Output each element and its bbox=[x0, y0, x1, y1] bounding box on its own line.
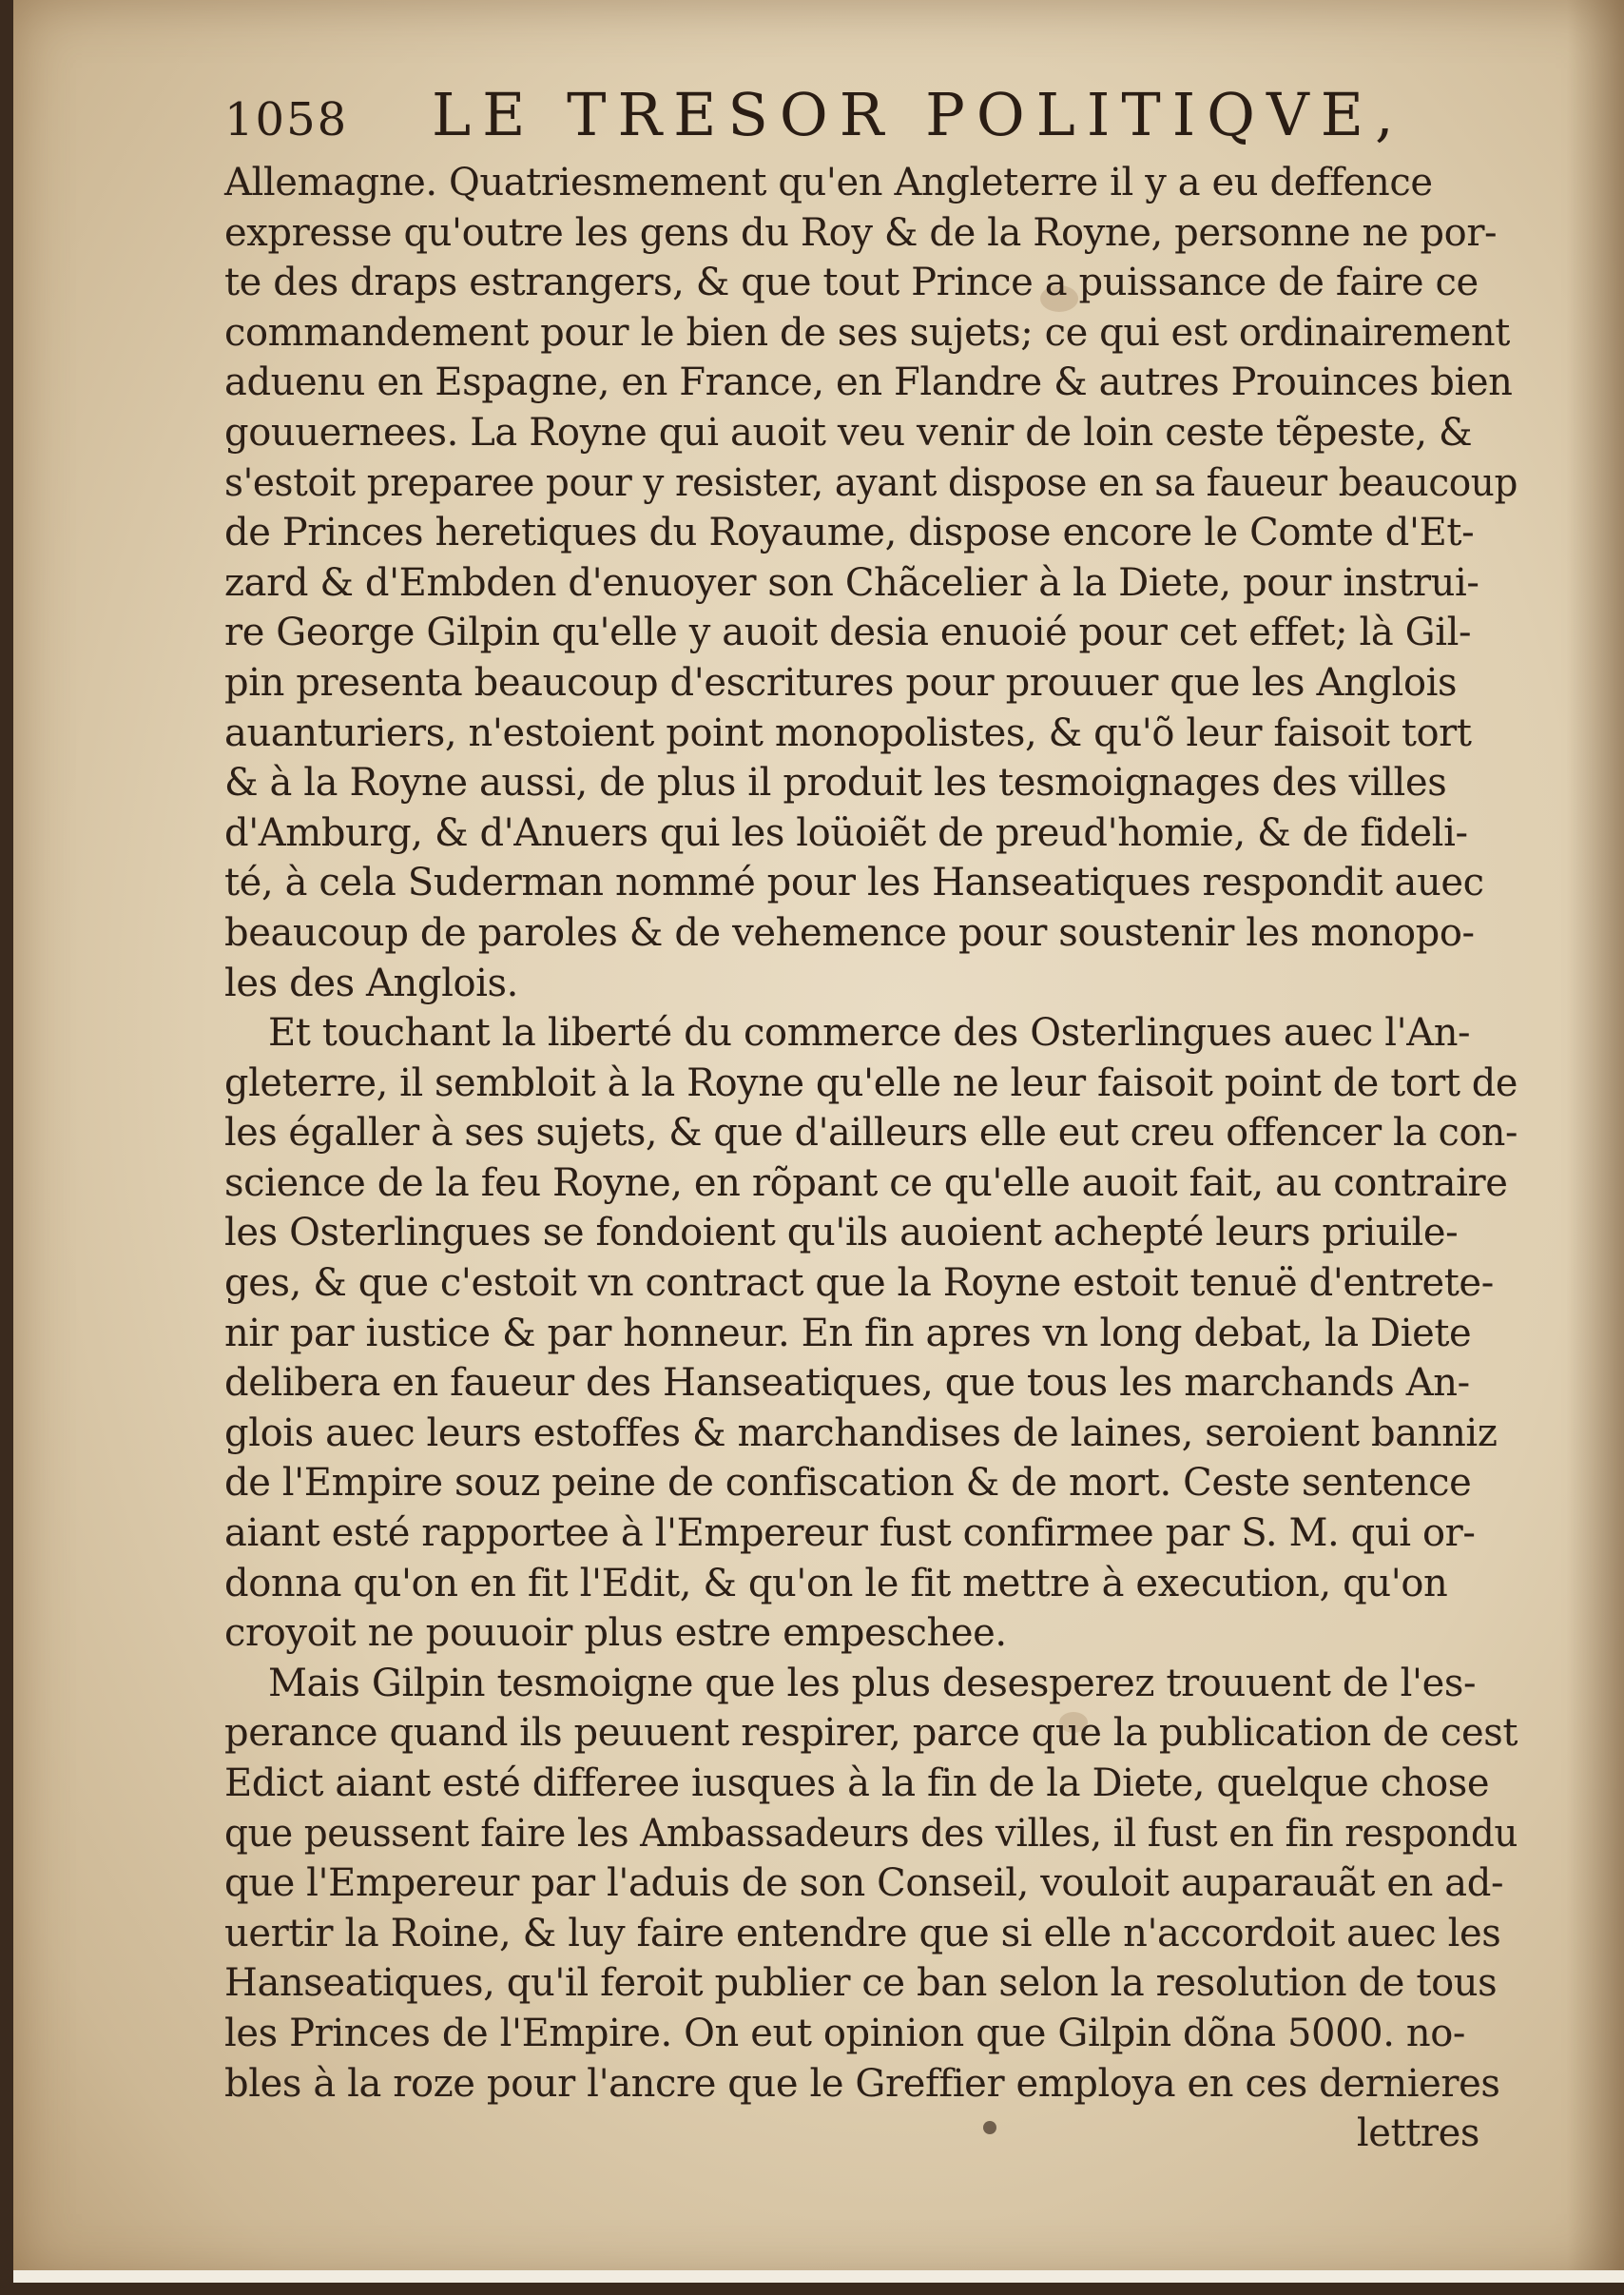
text-line: re George Gilpin qu'elle y auoit desia enuoié pour cet effet; là Gil- bbox=[224, 611, 1472, 655]
text-line: s'estoit preparee pour y resister, ayant dispose en sa faueur beaucoup bbox=[224, 460, 1518, 505]
paragraph-start-line: Mais Gilpin tesmoigne que les plus desesperez trouuent de l'es- bbox=[268, 1661, 1477, 1705]
text-line: les égaller à ses sujets, & que d'ailleurs elle eut creu offencer la con- bbox=[224, 1111, 1518, 1156]
catchword: lettres bbox=[1356, 2111, 1479, 2156]
gutter-shadow bbox=[1567, 0, 1624, 2283]
text-line: & à la Royne aussi, de plus il produit les tesmoignages des villes bbox=[224, 761, 1447, 806]
text-line: beaucoup de paroles & de vehemence pour soustenir les monopo- bbox=[224, 910, 1475, 955]
text-line: Hanseatiques, qu'il feroit publier ce ban selon la resolution de tous bbox=[224, 1961, 1498, 2006]
text-line: Edict aiant esté differee iusques à la fin de la Diete, quelque chose bbox=[224, 1761, 1490, 1805]
text-line: expresse qu'outre les gens du Roy & de la Royne, personne ne por- bbox=[224, 210, 1498, 255]
text-line: de l'Empire souz peine de confiscation & de mort. Ceste sentence bbox=[224, 1461, 1472, 1506]
body-text bbox=[224, 158, 1518, 2159]
text-line: aiant esté rapportee à l'Empereur fust confirmee par S. M. qui or- bbox=[224, 1511, 1476, 1556]
paragraph-start-line: Et touchant la liberté du commerce des Osterlingues auec l'An- bbox=[268, 1011, 1471, 1056]
text-line: commandement pour le bien de ses sujets; ce qui est ordinairement bbox=[224, 310, 1510, 355]
text-line: croyoit ne pouuoir plus estre empeschee. bbox=[224, 1611, 1007, 1656]
text-line: té, à cela Suderman nommé pour les Hanseatiques respondit auec bbox=[224, 861, 1484, 905]
text-line: zard & d'Embden d'enuoyer son Chãcelier à la Diete, pour instrui- bbox=[224, 560, 1479, 605]
text-line: bles à la roze pour l'ancre que le Greffier employa en ces dernieres bbox=[224, 2061, 1500, 2106]
text-line: les Osterlingues se fondoient qu'ils auoient achepté leurs priuile- bbox=[224, 1211, 1459, 1255]
text-line: les Princes de l'Empire. On eut opinion que Gilpin dõna 5000. no- bbox=[224, 2011, 1465, 2055]
running-title: LE TRESOR POLITIQVE, bbox=[432, 80, 1405, 149]
book-page bbox=[13, 0, 1624, 2283]
text-line: Allemagne. Quatriesmement qu'en Angleterre il y a eu deffence bbox=[224, 161, 1433, 204]
text-line: gouuernees. La Royne qui auoit veu venir de loin ceste tẽpeste, & bbox=[224, 410, 1473, 455]
text-line: nir par iustice & par honneur. En fin apres vn long debat, la Diete bbox=[224, 1311, 1472, 1355]
text-line: uertir la Roine, & luy faire entendre que si elle n'accordoit auec les bbox=[224, 1911, 1501, 1955]
text-line: que peussent faire les Ambassadeurs des villes, il fust en fin respondu bbox=[224, 1811, 1518, 1856]
text-line: de Princes heretiques du Royaume, dispose encore le Comte d'Et- bbox=[224, 511, 1475, 555]
text-line: science de la feu Royne, en rõpant ce qu'elle auoit fait, au contraire bbox=[224, 1160, 1508, 1205]
text-line: pin presenta beaucoup d'escritures pour prouuer que les Anglois bbox=[224, 660, 1458, 705]
page-bottom-edge bbox=[13, 2270, 1624, 2283]
text-line: glois auec leurs estoffes & marchandises de laines, seroient banniz bbox=[224, 1410, 1498, 1455]
page-number: 1058 bbox=[224, 93, 349, 146]
text-line: ges, & que c'estoit vn contract que la Royne estoit tenuë d'entrete- bbox=[224, 1261, 1494, 1306]
text-line: te des draps estrangers, & que tout Prince a puissance de faire ce bbox=[224, 261, 1479, 305]
page-header bbox=[213, 76, 1405, 162]
text-line: gleterre, il sembloit à la Royne qu'elle ne leur faisoit point de tort de bbox=[224, 1060, 1518, 1105]
text-line: que l'Empereur par l'aduis de son Conseil, vouloit auparauãt en ad- bbox=[224, 1861, 1504, 1906]
text-line: perance quand ils peuuent respirer, parce que la publication de cest bbox=[224, 1711, 1518, 1756]
text-line: donna qu'on en fit l'Edit, & qu'on le fit mettre à execution, qu'on bbox=[224, 1561, 1448, 1605]
text-line: auanturiers, n'estoient point monopolistes, & qu'õ leur faisoit tort bbox=[224, 710, 1472, 755]
text-line: les des Anglois. bbox=[224, 961, 518, 1005]
text-line: aduenu en Espagne, en France, en Flandre & autres Prouinces bien bbox=[224, 360, 1513, 405]
text-line: delibera en faueur des Hanseatiques, que tous les marchands An- bbox=[224, 1361, 1470, 1406]
text-line: d'Amburg, & d'Anuers qui les loüoiẽt de preud'homie, & de fideli- bbox=[224, 810, 1468, 855]
